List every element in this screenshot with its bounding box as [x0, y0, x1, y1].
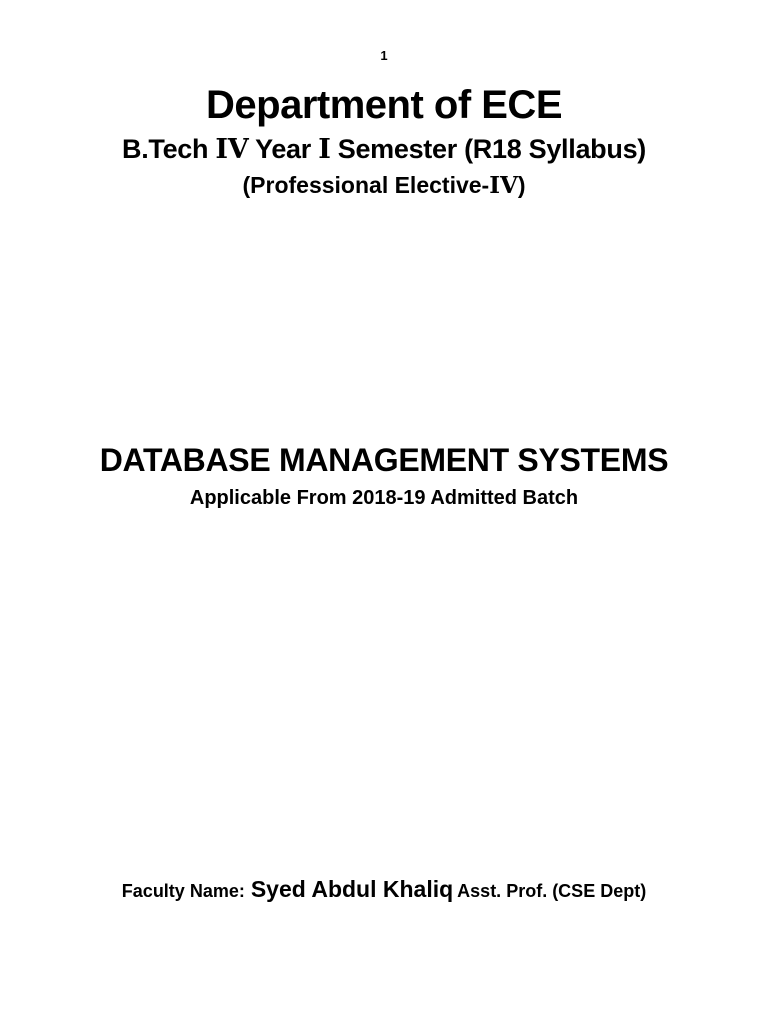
semester-line	[0, 134, 768, 165]
faculty-name: Syed Abdul Khaliq	[250, 876, 454, 902]
department-title: Department of ECE	[206, 83, 562, 127]
elective-suffix: )	[517, 172, 526, 198]
semester-roman-numeral: I	[318, 134, 331, 165]
applicable-batch: Applicable From 2018-19 Admitted Batch	[189, 487, 579, 509]
subject-title: DATABASE MANAGEMENT SYSTEMS	[99, 442, 669, 478]
faculty-label: Faculty Name:	[121, 881, 245, 901]
semester-suffix: Semester (R18 Syllabus)	[330, 134, 646, 164]
year-roman-numeral: IV	[215, 134, 249, 165]
faculty-line	[0, 876, 768, 903]
faculty-designation: Asst. Prof. (CSE Dept)	[457, 881, 647, 901]
elective-roman-numeral: IV	[489, 172, 518, 199]
year-word: Year	[248, 134, 319, 164]
semester-prefix: B.Tech	[122, 134, 216, 164]
elective-prefix: (Professional Elective-	[242, 172, 490, 198]
page-number: 1	[380, 48, 388, 63]
elective-line	[0, 172, 768, 199]
